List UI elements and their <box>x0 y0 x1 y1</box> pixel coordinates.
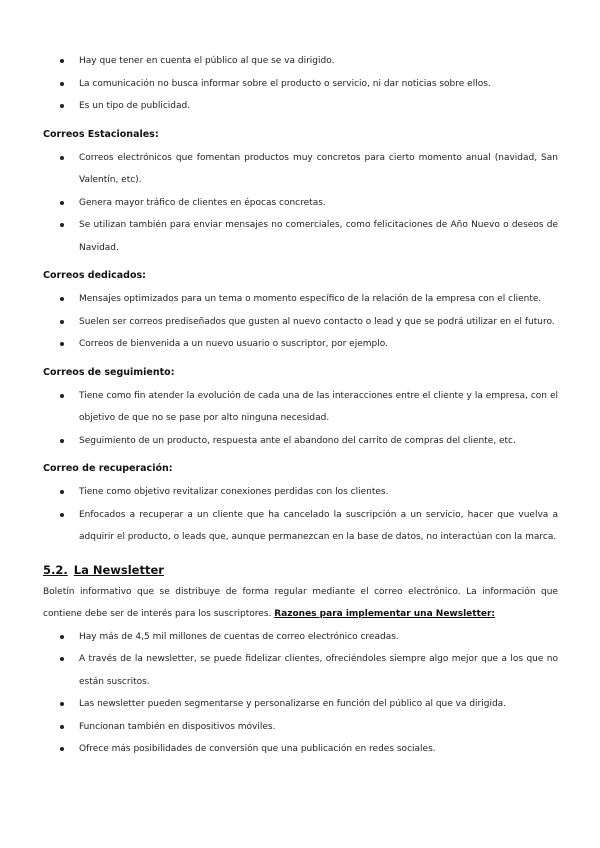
dedicated-list <box>43 288 558 356</box>
bullet-icon <box>60 513 64 517</box>
followup-heading: Correos de seguimiento: <box>43 366 175 378</box>
newsletter-list <box>43 626 558 761</box>
section-title-text: La Newsletter <box>73 562 164 577</box>
list-item: Mensajes optimizados para un tema o momento específico de la relación de la empresa con el cliente. <box>43 288 558 311</box>
bullet-icon <box>60 725 64 729</box>
newsletter-section-title <box>43 561 558 579</box>
bullet-icon <box>60 156 64 160</box>
list-item: Funcionan también en dispositivos móviles. <box>43 716 558 739</box>
list-item: Seguimiento de un producto, respuesta ante el abandono del carrito de compras del cliente, etc. <box>43 430 558 453</box>
reasons-label: Razones para implementar una Newsletter: <box>274 609 496 619</box>
bullet-icon <box>60 702 64 706</box>
bullet-icon <box>60 104 64 108</box>
list-item: Tiene como fin atender la evolución de cada una de las interacciones entre el cliente y la empresa, con el objetivo de que no se pase por alto ninguna necesidad. <box>43 385 558 430</box>
recovery-heading: Correo de recuperación: <box>43 463 173 474</box>
list-item: Enfocados a recuperar a un cliente que ha cancelado la suscripción a un servicio, hacer que vuelva a adquirir el producto, o leads que, aunque permanezcan en la base de datos, no interactúan con la marca. <box>43 504 558 549</box>
bullet-icon <box>60 297 64 301</box>
list-item: Hay que tener en cuenta el público al que se va dirigido. <box>43 50 558 73</box>
section-number: 5.2. <box>43 562 68 577</box>
list-item: Las newsletter pueden segmentarse y personalizarse en función del público al que va dirigida. <box>43 693 558 716</box>
bullet-icon <box>60 59 64 63</box>
newsletter-paragraph: Boletín informativo que se distribuye de forma regular mediante el correo electrónico. La información que contiene debe ser de interés para los suscriptores. Razones para implementar una Newsletter: <box>43 586 558 619</box>
document-page <box>43 50 558 761</box>
list-item: Tiene como objetivo revitalizar conexiones perdidas con los clientes. <box>43 481 558 504</box>
stational-list <box>43 147 558 260</box>
dedicated-heading: Correos dedicados: <box>43 270 146 281</box>
bullet-icon <box>60 439 64 443</box>
bullet-icon <box>60 223 64 227</box>
list-item: La comunicación no busca informar sobre el producto o servicio, ni dar noticias sobre ellos. <box>43 73 558 96</box>
list-item: Es un tipo de publicidad. <box>43 95 558 118</box>
intro-list <box>43 50 558 118</box>
bullet-icon <box>60 394 64 398</box>
list-item: A través de la newsletter, se puede fidelizar clientes, ofreciéndoles siempre algo mejor que a los que no están suscritos. <box>43 648 558 693</box>
list-item: Ofrece más posibilidades de conversión que una publicación en redes sociales. <box>43 738 558 761</box>
bullet-icon <box>60 657 64 661</box>
list-item: Se utilizan también para enviar mensajes no comerciales, como felicitaciones de Año Nuevo o deseos de Navidad. <box>43 214 558 259</box>
bullet-icon <box>60 320 64 324</box>
bullet-icon <box>60 342 64 346</box>
bullet-icon <box>60 635 64 639</box>
bullet-icon <box>60 82 64 86</box>
list-item: Genera mayor tráfico de clientes en épocas concretas. <box>43 192 558 215</box>
stational-heading: Correos Estacionales: <box>43 128 159 140</box>
bullet-icon <box>60 201 64 205</box>
list-item: Correos electrónicos que fomentan productos muy concretos para cierto momento anual (navidad, San Valentín, etc). <box>43 147 558 192</box>
list-item: Correos de bienvenida a un nuevo usuario o suscriptor, por ejemplo. <box>43 333 558 356</box>
list-item: Suelen ser correos prediseñados que gusten al nuevo contacto o lead y que se podrá utilizar en el futuro. <box>43 311 558 334</box>
bullet-icon <box>60 747 64 751</box>
bullet-icon <box>60 490 64 494</box>
list-item: Hay más de 4,5 mil millones de cuentas de correo electrónico creadas. <box>43 626 558 649</box>
recovery-list <box>43 481 558 549</box>
followup-list <box>43 385 558 453</box>
